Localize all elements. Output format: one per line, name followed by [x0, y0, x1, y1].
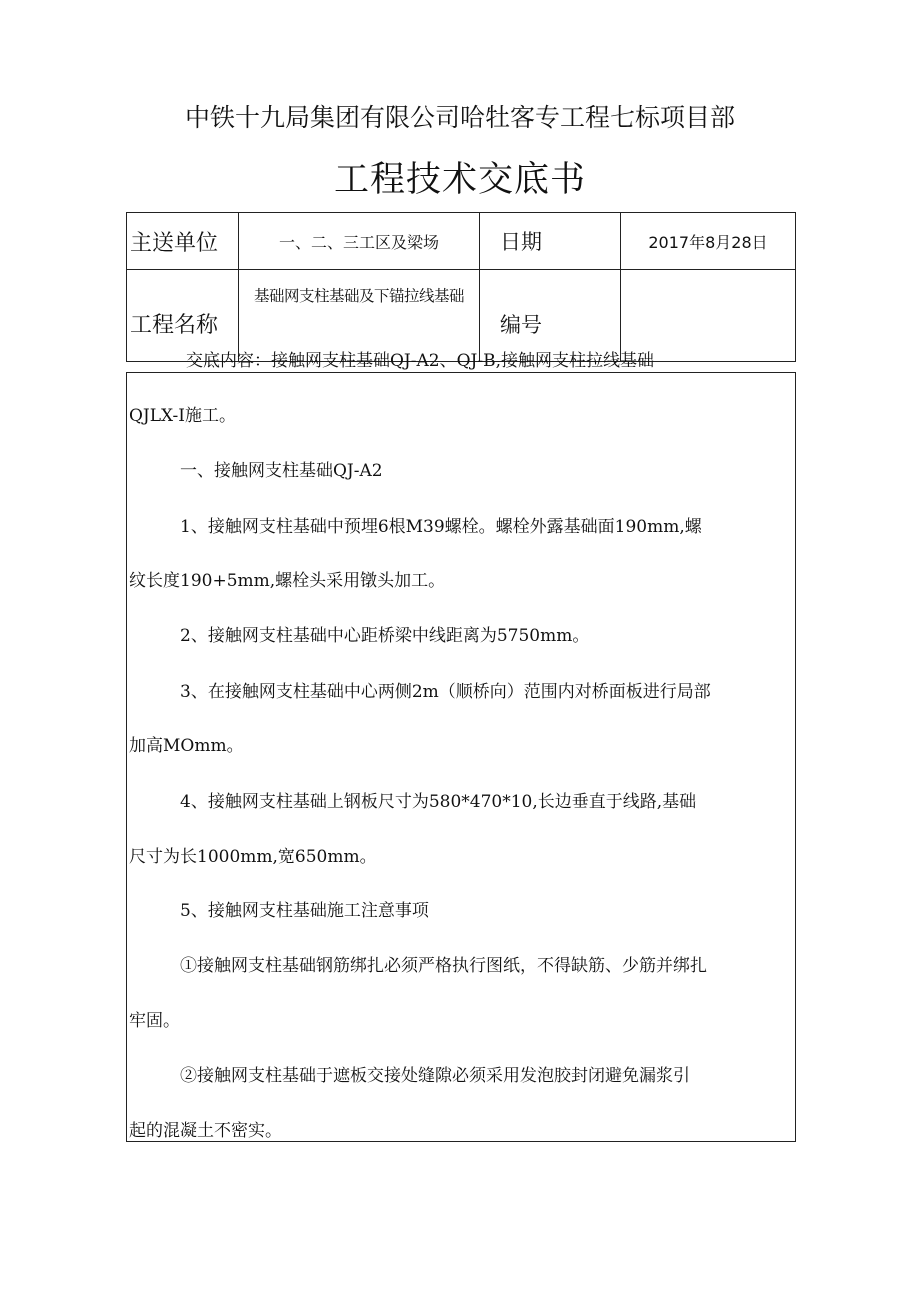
section-heading: 一、接触网支柱基础QJ-A2 [180, 461, 383, 481]
content-line: 尺寸为长1000mm,宽650mm。 [129, 847, 377, 867]
content-line: 5、接触网支柱基础施工注意事项 [180, 901, 429, 921]
document-title: 工程技术交底书 [333, 160, 586, 200]
project-name-value: 基础网支柱基础及下锚拉线基础 [239, 270, 480, 362]
organization-name: 中铁十九局集团有限公司哈牡客专工程七标项目部 [184, 103, 735, 132]
content-line: 纹长度190+5mm,螺栓头采用镦头加工。 [129, 571, 446, 591]
content-line: 3、在接触网支柱基础中心两侧2m（顺桥向）范围内对桥面板进行局部 [180, 682, 711, 702]
content-line: 2、接触网支柱基础中心距桥梁中线距离为5750mm。 [180, 626, 590, 646]
content-line: 1、接触网支柱基础中预埋6根M39螺栓。螺栓外露基础面190mm,螺 [180, 517, 702, 537]
content-line: 牢固。 [129, 1011, 180, 1031]
date-value: 2017年8月28日 [621, 213, 796, 270]
content-line: 起的混凝土不密实。 [129, 1121, 282, 1141]
content-line: 4、接触网支柱基础上钢板尺寸为580*470*10,长边垂直于线路,基础 [180, 792, 697, 812]
content-intro: 交底内容：接触网支柱基础QJ-A2、QJ-B,接触网支柱拉线基础 [186, 351, 654, 371]
content-line: ①接触网支柱基础钢筋绑扎必须严格执行图纸，不得缺筋、少筋并绑扎 [180, 956, 707, 976]
number-label: 编号 [480, 270, 621, 362]
info-row-recipient [127, 213, 796, 270]
content-box [126, 372, 796, 1142]
date-label: 日期 [480, 213, 621, 270]
recipient-label: 主送单位 [127, 213, 239, 270]
recipient-value: 一、二、三工区及梁场 [239, 213, 480, 270]
project-name-label: 工程名称 [127, 270, 239, 362]
content-line: QJLX-I施工。 [129, 406, 236, 426]
info-table [126, 212, 796, 362]
content-line: ②接触网支柱基础于遮板交接处缝隙必须采用发泡胶封闭避免漏浆引 [180, 1066, 690, 1086]
content-line: 加高MOmm。 [129, 736, 244, 756]
